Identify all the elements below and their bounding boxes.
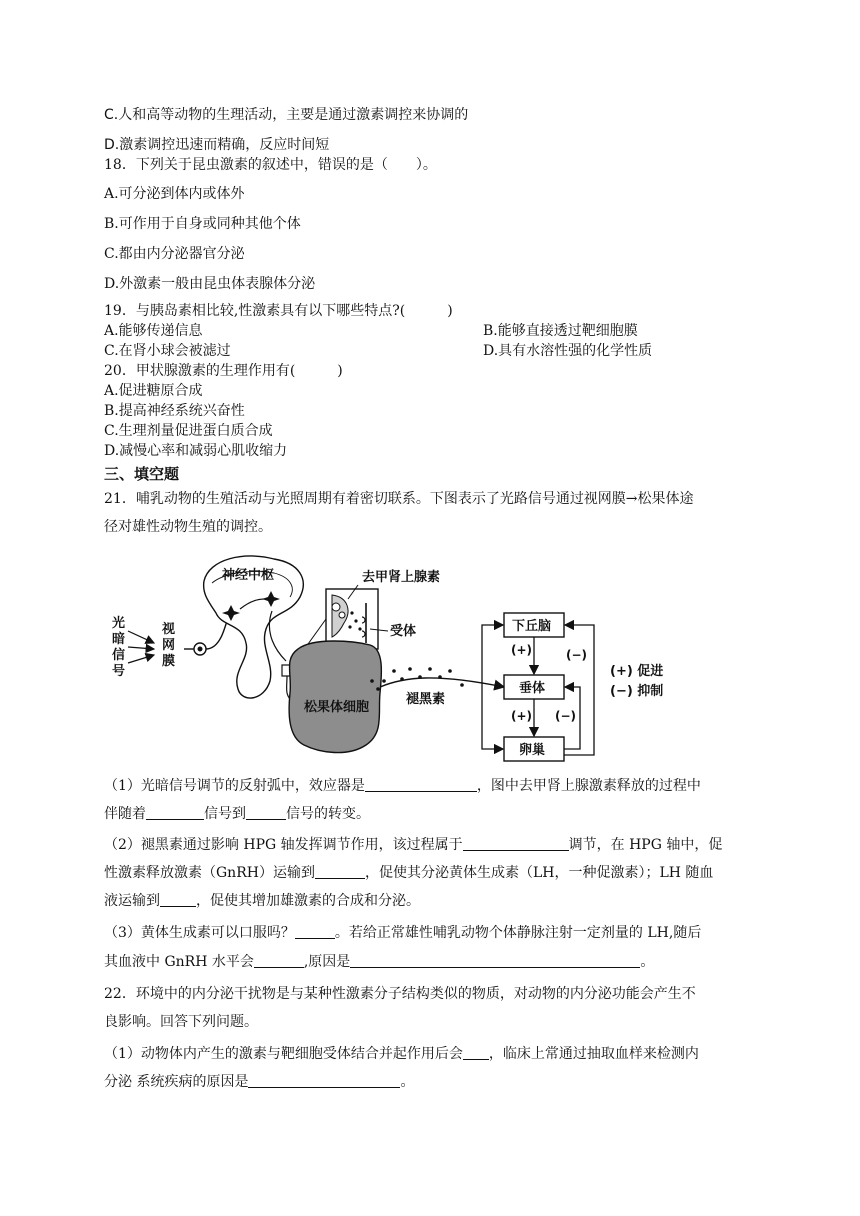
answer-blank[interactable] [463,836,569,851]
svg-text:膜: 膜 [162,654,176,669]
light-arrows [128,631,154,663]
answer-blank[interactable] [350,953,640,968]
answer-blank[interactable] [246,805,286,820]
svg-text:(+): (+) [511,709,533,723]
melatonin-path [370,667,504,691]
q19-option-d: D.具有水溶性强的化学性质 [483,343,653,359]
q21-part3-line2: 其血液中 GnRH 水平会 ,原因是 。 [104,954,655,970]
q21-stem-line2: 径对雄性动物生殖的调控。 [104,519,272,535]
q22-stem-line2: 良影响。回答下列问题。 [104,1014,258,1030]
q21-stem-line1: 21．哺乳动物的生殖活动与光照周期有着密切联系。下图表示了光路信号通过视网膜→松果体途 [104,491,694,507]
q19-option-a: A.能够传递信息 [104,323,203,339]
svg-text:松果体细胞: 松果体细胞 [304,700,370,715]
svg-text:神经中枢: 神经中枢 [222,568,275,583]
q20-option-d: D.减慢心率和减弱心肌收缩力 [104,443,288,459]
q22-part1-line2: 分泌 系统疾病的原因是 。 [104,1074,415,1090]
q18-option-c: C.都由内分泌器官分泌 [104,246,245,262]
svg-text:(+) 促进: (+) 促进 [610,664,664,679]
svg-text:网: 网 [162,638,176,653]
q19-stem: 19．与胰岛素相比较,性激素具有以下哪些特点?( ) [104,303,453,319]
q21-part2-line1: （2）褪黑素通过影响 HPG 轴发挥调节作用，该过程属于 调节，在 HPG 轴中，促 [104,837,723,853]
answer-blank[interactable] [160,892,196,907]
q21-part3-line1: （3）黄体生成素可以口服吗？ 。若给正常雄性哺乳动物个体静脉注射一定剂量的 LH,随后 [104,925,702,941]
q18-option-b: B.可作用于自身或同种其他个体 [104,216,301,232]
svg-text:(−): (−) [555,709,577,723]
q17-option-c: C.人和高等动物的生理活动，主要是通过激素调控来协调的 [104,107,469,123]
light-signal-label [112,615,125,679]
svg-text:视: 视 [162,622,176,637]
synapse-inset [326,589,378,649]
svg-text:暗: 暗 [112,632,126,647]
q21-part1-line2: 伴随着 信号到 信号的转变。 [104,806,370,822]
q19-option-b: B.能够直接透过靶细胞膜 [483,323,638,339]
q21-part1-line1: （1）光暗信号调节的反射弧中，效应器是 ，图中去甲肾上腺激素释放的过程中 [104,778,701,794]
svg-text:信: 信 [112,648,126,663]
svg-text:下丘脑: 下丘脑 [512,619,552,634]
answer-blank[interactable] [248,1073,400,1088]
q20-stem: 20．甲状腺激素的生理作用有( ) [104,363,343,379]
section-title: 三、填空题 [104,465,180,483]
q20-option-c: C.生理剂量促进蛋白质合成 [104,423,273,439]
q22-part1-line1: （1）动物体内产生的激素与靶细胞受体结合并起作用后会 ，临床上常通过抽取血样来检测内 [104,1046,699,1062]
q17-option-d: D.激素调控迅速而精确，反应时间短 [104,137,330,153]
answer-blank[interactable] [463,1045,489,1060]
answer-blank[interactable] [254,953,304,968]
q18-stem: 18．下列关于昆虫激素的叙述中，错误的是（ ）。 [104,157,437,173]
q19-option-c: C.在肾小球会被滤过 [104,343,231,359]
q20-option-b: B.提高神经系统兴奋性 [104,403,245,419]
q21-part2-line2: 性激素释放激素（GnRH）运输到 ，促使其分泌黄体生成素（LH，一种促激素）；LH 随血 [104,865,714,881]
answer-blank[interactable] [146,805,204,820]
q20-option-a: A.促进糖原合成 [104,383,203,399]
svg-text:垂体: 垂体 [519,681,546,696]
q21-part2-line3: 液运输到 ，促使其增加雄激素的合成和分泌。 [104,893,420,909]
svg-text:(−): (−) [566,648,588,662]
svg-text:(−) 抑制: (−) 抑制 [610,684,664,699]
q18-option-d: D.外激素一般由昆虫体表腺体分泌 [104,276,316,292]
pineal-regulation-figure [104,553,684,765]
norepinephrine-label: 去甲肾上腺素 [362,570,441,585]
answer-blank[interactable] [365,777,477,792]
receptor-label: 受体 [390,624,417,639]
q18-option-a: A.可分泌到体内或体外 [104,186,245,202]
answer-blank[interactable] [315,864,365,879]
svg-text:卵巢: 卵巢 [519,743,546,758]
q22-stem-line1: 22．环境中的内分泌干扰物是与某种性激素分子结构类似的物质，对动物的内分泌功能会产生不 [104,986,696,1002]
svg-text:(+): (+) [511,643,533,657]
pineal-cell [289,641,381,753]
nerve-center [204,556,304,698]
answer-blank[interactable] [295,924,335,939]
retina-label [161,621,175,669]
hpg-axis [482,613,594,761]
svg-text:号: 号 [112,664,126,679]
melatonin-label: 褪黑素 [406,692,446,707]
svg-text:光: 光 [112,616,126,631]
legend [610,663,663,699]
